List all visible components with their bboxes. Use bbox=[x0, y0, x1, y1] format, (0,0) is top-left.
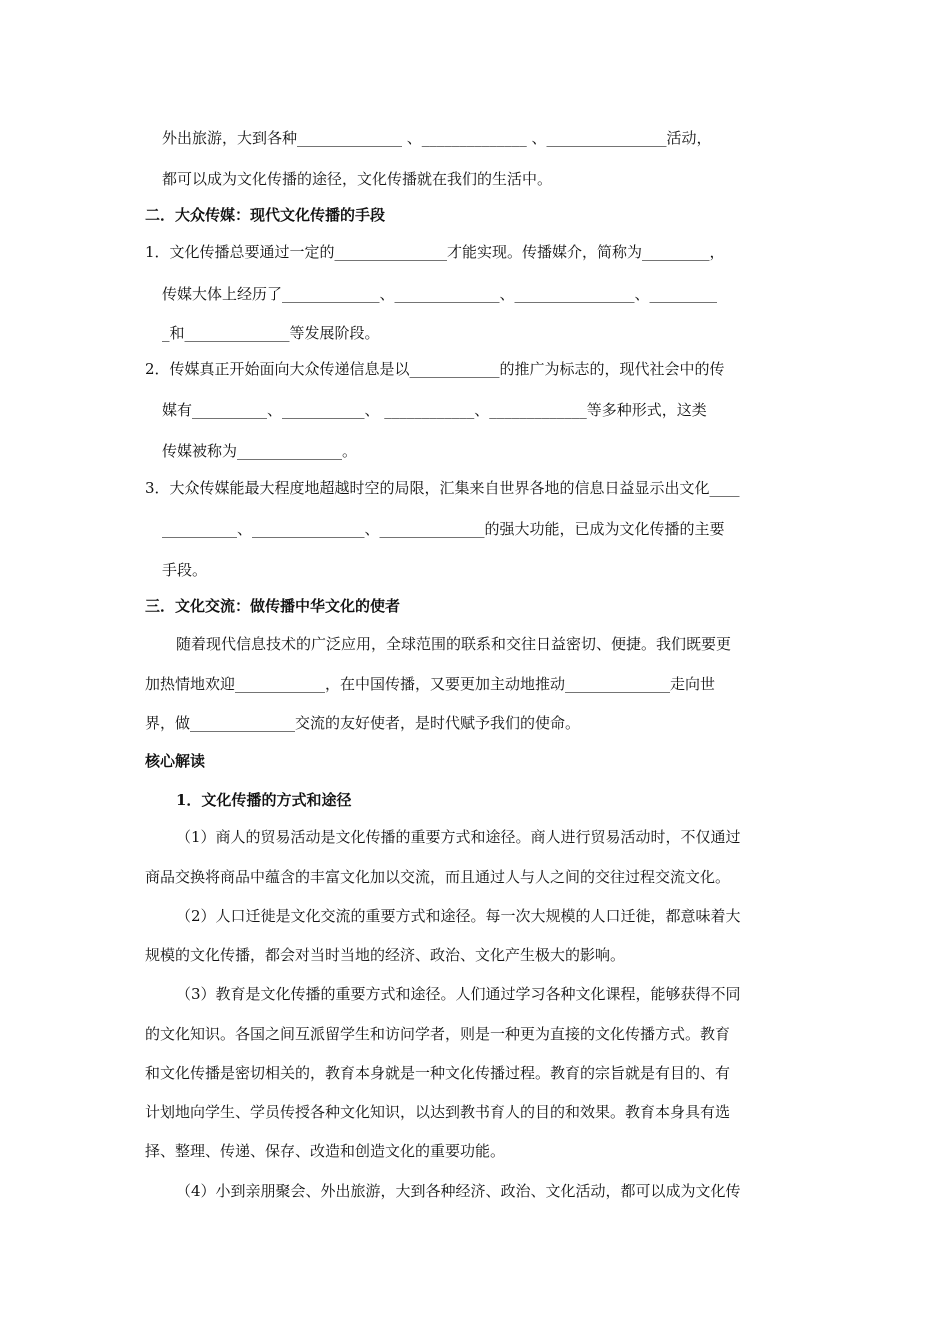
text-line: 3．大众传媒能最大程度地超越时空的局限，汇集来自世界各地的信息日益显示出文化____ bbox=[145, 479, 740, 497]
text-line: 2．传媒真正开始面向大众传递信息是以____________的推广为标志的，现代社会中的传 bbox=[145, 360, 725, 378]
text-line: （1）商人的贸易活动是文化传播的重要方式和途径。商人进行贸易活动时，不仅通过 bbox=[176, 828, 741, 846]
text-line: 的文化知识。各国之间互派留学生和访问学者，则是一种更为直接的文化传播方式。教育 bbox=[145, 1025, 731, 1043]
text-line: 传媒大体上经历了_____________、______________、________________、_________ bbox=[162, 285, 718, 303]
text-line: 择、整理、传递、保存、改造和创造文化的重要功能。 bbox=[145, 1142, 506, 1160]
text-line: 手段。 bbox=[162, 561, 208, 579]
text-line: 商品交换将商品中蕴含的丰富文化加以交流，而且通过人与人之间的交往过程交流文化。 bbox=[145, 868, 731, 886]
text-line: 媒有__________、___________、 ____________、_____________等多种形式，这类 bbox=[162, 401, 707, 419]
text-line: 计划地向学生、学员传授各种文化知识，以达到教书育人的目的和效果。教育本身具有选 bbox=[145, 1103, 731, 1121]
text-line: 随着现代信息技术的广泛应用，全球范围的联系和交往日益密切、便捷。我们既要更 bbox=[176, 635, 732, 653]
text-line: 传媒被称为______________。 bbox=[162, 442, 358, 460]
section-heading: 二．大众传媒：现代文化传播的手段 bbox=[145, 206, 386, 224]
text-line: 加热情地欢迎____________，在中国传播，又要更加主动地推动______________走向世 bbox=[145, 675, 716, 693]
text-line: 1．文化传播总要通过一定的_______________才能实现。传播媒介，简称为_________， bbox=[145, 243, 725, 261]
text-line: _和______________等发展阶段。 bbox=[162, 324, 380, 342]
section-heading: 核心解读 bbox=[145, 752, 206, 770]
text-line: 和文化传播是密切相关的，教育本身就是一种文化传播过程。教育的宗旨就是有目的、有 bbox=[145, 1064, 731, 1082]
text-line: 规模的文化传播，都会对当时当地的经济、政治、文化产生极大的影响。 bbox=[145, 946, 626, 964]
text-line: （4）小到亲朋聚会、外出旅游，大到各种经济、政治、文化活动，都可以成为文化传 bbox=[176, 1182, 741, 1200]
text-line: __________、_______________、______________的强大功能，已成为文化传播的主要 bbox=[162, 520, 725, 538]
subsection-heading: 1．文化传播的方式和途径 bbox=[176, 791, 352, 809]
text-line: 界，做______________交流的友好使者，是时代赋予我们的使命。 bbox=[145, 714, 581, 732]
text-line: （2）人口迁徙是文化交流的重要方式和途径。每一次大规模的人口迁徙，都意味着大 bbox=[176, 907, 741, 925]
text-line: （3）教育是文化传播的重要方式和途径。人们通过学习各种文化课程，能够获得不同 bbox=[176, 985, 741, 1003]
text-line: 外出旅游，大到各种______________ 、______________ 、________________活动， bbox=[162, 129, 712, 147]
text-line: 都可以成为文化传播的途径，文化传播就在我们的生活中。 bbox=[162, 170, 553, 188]
section-heading: 三．文化交流：做传播中华文化的使者 bbox=[145, 597, 401, 615]
